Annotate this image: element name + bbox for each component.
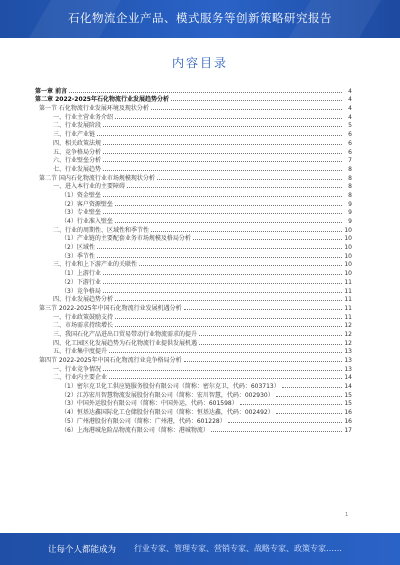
toc-entry-text: 第四节 2022-2025年中国石化物流行业竞争格局分析 bbox=[39, 357, 182, 364]
toc-entry[interactable] bbox=[35, 225, 352, 234]
toc-entry[interactable] bbox=[35, 277, 352, 286]
toc-page-number: 10 bbox=[344, 244, 352, 252]
toc-leader-dots bbox=[109, 378, 342, 379]
toc-page-number: 6 bbox=[348, 139, 352, 147]
toc-entry-text: （6）上海港城危险品物流有限公司（简称：港城物流） bbox=[61, 426, 209, 434]
toc-leader-dots bbox=[127, 187, 342, 188]
toc-page-number: 8 bbox=[348, 191, 352, 199]
toc-leader-dots bbox=[199, 335, 342, 336]
toc-leader-dots bbox=[103, 153, 342, 154]
toc-entry-text: 二、市场需求持续增长 bbox=[53, 322, 114, 330]
toc-entry-text: （2）下游行业 bbox=[61, 278, 101, 286]
toc-entry-text: （1）密尔克卫化工供应链服务股份有限公司（简称：密尔克卫，代码：603713） bbox=[61, 383, 280, 391]
toc-page-number: 12 bbox=[344, 322, 352, 330]
page-mark: 1 bbox=[345, 512, 349, 518]
toc-entry[interactable] bbox=[35, 251, 352, 260]
toc-leader-dots bbox=[109, 352, 342, 353]
toc-entry[interactable] bbox=[35, 242, 352, 251]
toc-entry-text: （2）客户资源壁垒 bbox=[61, 200, 113, 208]
toc-page-number: 15 bbox=[344, 391, 352, 399]
toc-entry-text: 一、进入本行业的主要障碍 bbox=[53, 183, 126, 191]
toc-entry[interactable] bbox=[35, 364, 352, 373]
toc-entry[interactable] bbox=[35, 303, 352, 312]
toc-page-number: 8 bbox=[348, 183, 352, 191]
toc-leader-dots bbox=[228, 422, 342, 423]
toc-entry[interactable] bbox=[35, 147, 352, 156]
toc-entry-text: （1）资金壁垒 bbox=[61, 191, 101, 199]
toc-leader-dots bbox=[115, 326, 342, 327]
toc-entry-text: 三、行业和上下游产业的关联性 bbox=[53, 261, 138, 269]
toc-page-number: 11 bbox=[344, 287, 352, 295]
footer-banner bbox=[0, 533, 400, 565]
toc-entry[interactable] bbox=[35, 329, 352, 338]
toc-leader-dots bbox=[97, 257, 342, 258]
toc-leader-dots bbox=[103, 161, 342, 162]
toc-entry[interactable] bbox=[35, 112, 352, 121]
toc-entry[interactable] bbox=[35, 121, 352, 130]
toc-page-number: 10 bbox=[344, 226, 352, 234]
toc-leader-dots bbox=[115, 222, 342, 223]
toc-entry-text: 三、行业产业链 bbox=[53, 131, 96, 139]
toc-page-number: 11 bbox=[344, 313, 352, 321]
toc-entry[interactable] bbox=[35, 416, 352, 425]
toc-leader-dots bbox=[171, 100, 342, 101]
toc-entry-text: 一、行业主营业务介绍 bbox=[53, 113, 114, 121]
toc-entry-text: 一、行业竞争情况 bbox=[53, 365, 102, 373]
toc-entry-text: （3）季节性 bbox=[61, 252, 95, 260]
toc-entry[interactable] bbox=[35, 208, 352, 217]
toc-entry-text: （3）专业壁垒 bbox=[61, 209, 101, 217]
toc-entry-text: （2）江苏宏川智慧物流发展股份有限公司（简称：宏川智慧，代码：002930） bbox=[61, 391, 274, 399]
toc-entry-text: 一、行业政策鼓励支持 bbox=[53, 313, 114, 321]
toc-leader-dots bbox=[115, 318, 342, 319]
toc-entry-text: 二、行业的周期性、区域性和季节性 bbox=[53, 226, 150, 234]
toc-page-number: 5 bbox=[348, 122, 352, 130]
toc-leader-dots bbox=[103, 126, 342, 127]
toc-entry-text: 五、行业集中度提升 bbox=[53, 348, 108, 356]
toc-entry[interactable] bbox=[35, 355, 352, 364]
toc-leader-dots bbox=[240, 404, 342, 405]
toc-leader-dots bbox=[97, 135, 342, 136]
toc-page-number: 12 bbox=[344, 339, 352, 347]
table-of-contents bbox=[35, 86, 352, 434]
toc-leader-dots bbox=[151, 109, 342, 110]
toc-leader-dots bbox=[103, 170, 342, 171]
toc-leader-dots bbox=[193, 239, 342, 240]
toc-leader-dots bbox=[157, 179, 342, 180]
toc-entry-text: （1）产业链的主要配套业务市场规模及格局分析 bbox=[61, 235, 191, 243]
toc-entry-text: 三、我国石化产品进出口贸易带动行业物流需求的提升 bbox=[53, 330, 198, 338]
toc-entry-text: （4）恒基达鑫国际化工仓储股份有限公司（简称：恒基达鑫，代码：002492） bbox=[61, 409, 274, 417]
toc-entry-text: 第二章 2022-2025年石化物流行业发展趋势分析 bbox=[35, 96, 169, 104]
toc-page-number: 9 bbox=[348, 218, 352, 225]
toc-entry-text: （5）广州港股份有限公司（简称：广州港，代码：601228） bbox=[61, 417, 226, 425]
toc-leader-dots bbox=[139, 265, 342, 266]
toc-entry[interactable] bbox=[35, 95, 352, 104]
toc-entry[interactable] bbox=[35, 103, 352, 112]
toc-page-number: 11 bbox=[344, 296, 352, 304]
toc-entry[interactable] bbox=[35, 295, 352, 304]
toc-page-number: 13 bbox=[344, 348, 352, 356]
footer-tagline: 行业专家、管理专家、营销专家、战略专家、政策专家…… bbox=[134, 544, 342, 553]
toc-page-number: 8 bbox=[348, 165, 352, 173]
toc-leader-dots bbox=[103, 370, 342, 371]
toc-entry[interactable] bbox=[35, 138, 352, 147]
toc-entry[interactable] bbox=[35, 182, 352, 191]
toc-page-number: 10 bbox=[344, 235, 352, 243]
toc-leader-dots bbox=[115, 205, 342, 206]
toc-leader-dots bbox=[184, 309, 342, 310]
toc-entry[interactable] bbox=[35, 338, 352, 347]
toc-entry[interactable] bbox=[35, 268, 352, 277]
toc-page-number: 13 bbox=[344, 365, 352, 373]
toc-page-number: 7 bbox=[348, 157, 352, 165]
toc-page-number: 16 bbox=[344, 409, 352, 417]
toc-page-number: 4 bbox=[348, 96, 352, 104]
toc-leader-dots bbox=[115, 300, 342, 301]
toc-leader-dots bbox=[103, 283, 342, 284]
toc-entry-text: 二、行业内主要企业 bbox=[53, 374, 108, 382]
toc-page-number: 16 bbox=[344, 417, 352, 425]
toc-entry-text: 五、竞争格局分析 bbox=[53, 148, 102, 156]
toc-leader-dots bbox=[97, 248, 342, 249]
toc-entry-text: 第二节 国内石化物流行业市场规模现状分析 bbox=[39, 174, 155, 182]
toc-entry-text: 第一节 石化物流行业发展环境及现状分析 bbox=[39, 105, 149, 113]
toc-leader-dots bbox=[211, 431, 342, 432]
toc-leader-dots bbox=[103, 292, 342, 293]
toc-entry[interactable] bbox=[35, 260, 352, 269]
toc-entry[interactable] bbox=[35, 173, 352, 182]
toc-page-number: 13 bbox=[344, 357, 352, 364]
toc-page-number: 15 bbox=[344, 400, 352, 408]
toc-page-number: 4 bbox=[348, 105, 352, 113]
toc-page-number: 10 bbox=[344, 252, 352, 260]
toc-page-number: 11 bbox=[344, 304, 352, 312]
toc-page-number: 10 bbox=[344, 270, 352, 278]
toc-page-number: 9 bbox=[348, 209, 352, 217]
toc-entry-text: 第一章 前言 bbox=[35, 87, 68, 95]
toc-page-number: 14 bbox=[344, 383, 352, 391]
toc-entry-text: 四、相关政策法规 bbox=[53, 139, 102, 147]
toc-page-number: 11 bbox=[344, 278, 352, 286]
toc-entry-text: （2）区域性 bbox=[61, 244, 95, 252]
toc-entry-text: 六、行业壁垒分析 bbox=[53, 157, 102, 165]
toc-entry-text: （3）中国外运股份有限公司（简称：中国外运，代码：601598） bbox=[61, 400, 238, 408]
toc-leader-dots bbox=[199, 344, 342, 345]
toc-leader-dots bbox=[103, 144, 342, 145]
toc-entry[interactable] bbox=[35, 216, 352, 225]
report-title: 石化物流企业产品、模式服务等创新策略研究报告 bbox=[68, 11, 332, 25]
toc-leader-dots bbox=[276, 396, 342, 397]
toc-leader-dots bbox=[115, 118, 342, 119]
toc-page-number: 8 bbox=[348, 174, 352, 182]
toc-entry-text: 四、行业发展趋势分析 bbox=[53, 296, 114, 304]
toc-entry[interactable] bbox=[35, 312, 352, 321]
toc-entry[interactable] bbox=[35, 390, 352, 399]
toc-entry[interactable] bbox=[35, 425, 352, 434]
toc-leader-dots bbox=[103, 274, 342, 275]
toc-page-number: 4 bbox=[348, 87, 352, 95]
toc-leader-dots bbox=[103, 213, 342, 214]
toc-page-number: 9 bbox=[348, 200, 352, 208]
toc-leader-dots bbox=[276, 413, 342, 414]
header-banner bbox=[0, 0, 400, 38]
toc-entry[interactable] bbox=[35, 407, 352, 416]
toc-entry[interactable] bbox=[35, 381, 352, 390]
toc-entry[interactable] bbox=[35, 234, 352, 243]
toc-page-number: 14 bbox=[344, 374, 352, 382]
toc-entry-text: （1）上游行业 bbox=[61, 270, 101, 278]
toc-page-number: 6 bbox=[348, 148, 352, 156]
toc-page-number: 10 bbox=[344, 261, 352, 269]
toc-leader-dots bbox=[282, 387, 342, 388]
toc-entry[interactable] bbox=[35, 129, 352, 138]
toc-entry[interactable] bbox=[35, 286, 352, 295]
toc-entry-text: 七、行业发展趋势 bbox=[53, 165, 102, 173]
toc-entry-text: 四、化工园区化发展趋势为石化物流行业提供发展机遇 bbox=[53, 339, 198, 347]
toc-entry[interactable] bbox=[35, 347, 352, 356]
toc-leader-dots bbox=[103, 196, 342, 197]
toc-entry[interactable] bbox=[35, 156, 352, 165]
footer-slogan: 让每个人都能成为 bbox=[48, 545, 117, 555]
toc-entry[interactable] bbox=[35, 199, 352, 208]
toc-entry-text: 第三节 2022-2025年中国石化物流行业发展机遇分析 bbox=[39, 304, 182, 312]
toc-page-number: 17 bbox=[344, 426, 352, 434]
toc-entry[interactable] bbox=[35, 321, 352, 330]
toc-entry[interactable] bbox=[35, 164, 352, 173]
toc-leader-dots bbox=[151, 231, 342, 232]
toc-heading: 内容目录 bbox=[171, 56, 228, 70]
toc-entry[interactable] bbox=[35, 373, 352, 382]
toc-entry-text: 二、行业发展阶段 bbox=[53, 122, 102, 130]
toc-entry[interactable] bbox=[35, 190, 352, 199]
toc-page-number: 4 bbox=[348, 113, 352, 121]
toc-entry-text: （3）竞争格局 bbox=[61, 287, 101, 295]
toc-entry[interactable] bbox=[35, 399, 352, 408]
toc-entry-text: （4）行业准入壁垒 bbox=[61, 218, 113, 225]
toc-leader-dots bbox=[69, 92, 342, 93]
toc-page-number: 12 bbox=[344, 330, 352, 338]
toc-page-number: 6 bbox=[348, 131, 352, 139]
toc-leader-dots bbox=[184, 361, 342, 362]
toc-entry[interactable] bbox=[35, 86, 352, 95]
